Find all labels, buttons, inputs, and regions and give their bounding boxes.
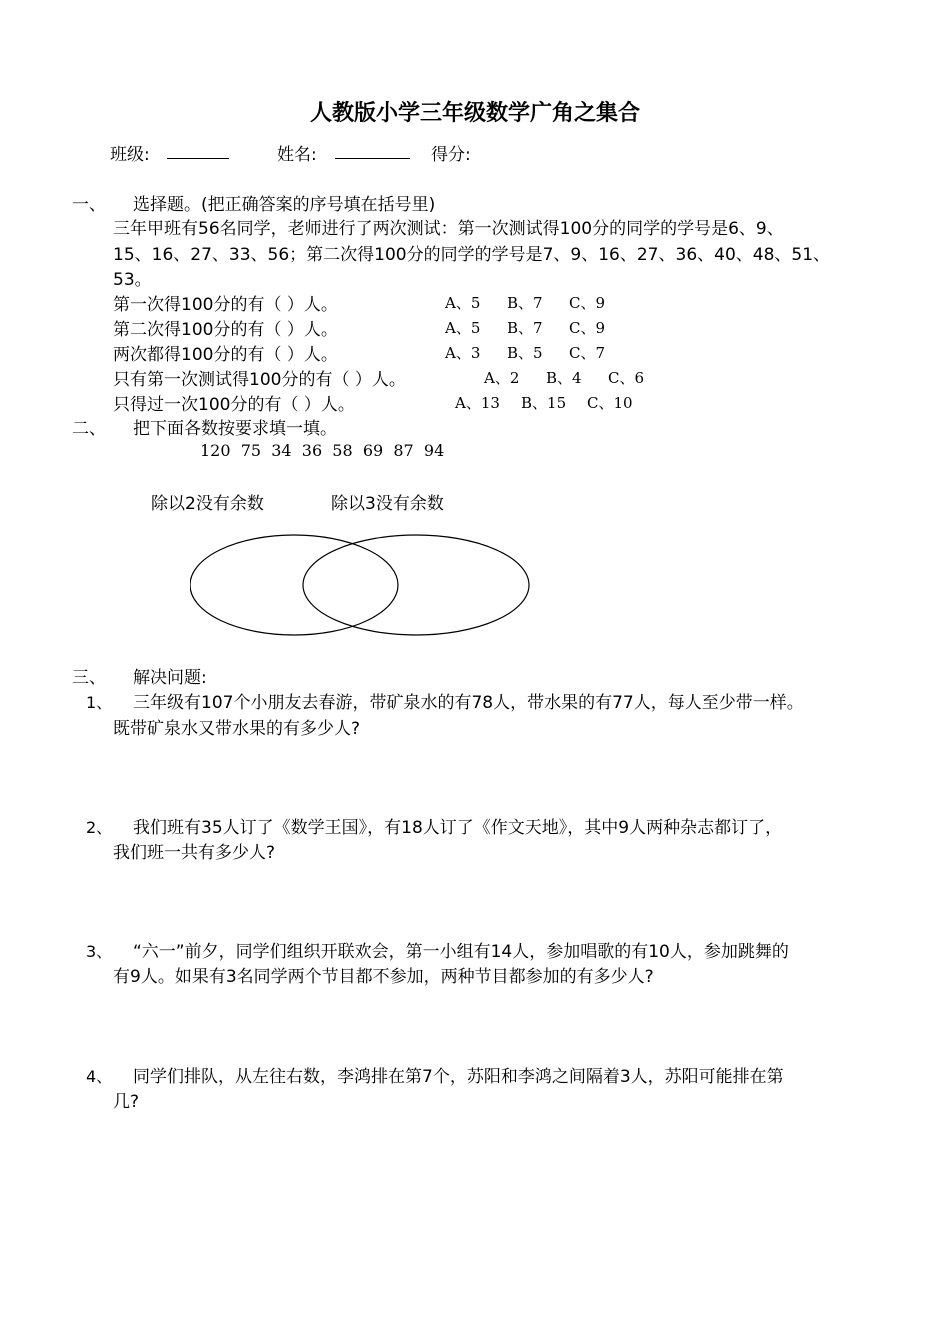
option[interactable]: B、5 [507, 344, 543, 362]
page-title: 人教版小学三年级数学广角之集合 [309, 101, 640, 126]
option[interactable]: A、5 [445, 319, 481, 337]
choice-question: 只得过一次100分的有（ ）人。 [113, 395, 355, 415]
option[interactable]: C、7 [569, 344, 606, 362]
option[interactable]: C、9 [569, 319, 606, 337]
option[interactable]: A、2 [484, 369, 520, 387]
problem-line: 同学们排队，从左往右数，李鸿排在第7个，苏阳和李鸿之间隔着3人，苏阳可能排在第 [133, 1067, 784, 1087]
section-three-number: 三、 [72, 668, 106, 688]
option[interactable]: C、6 [608, 369, 645, 387]
venn-label-left: 除以2没有余数 [151, 494, 264, 514]
option[interactable]: A、5 [445, 294, 481, 312]
choice-options [445, 292, 605, 313]
problem-line: 有9人。如果有3名同学两个节目都不参加，两种节目都参加的有多少人? [113, 967, 654, 987]
section-one-number: 一、 [72, 195, 106, 215]
problem-line: 几? [113, 1092, 140, 1112]
option[interactable]: B、4 [546, 369, 582, 387]
class-label: 班级: [110, 145, 150, 165]
problem-number: 2、 [86, 818, 113, 837]
option[interactable]: B、7 [507, 319, 543, 337]
choice-question: 第一次得100分的有（ ）人。 [113, 295, 338, 315]
choice-question: 只有第一次测试得100分的有（ ）人。 [113, 370, 406, 390]
venn-diagram [190, 525, 540, 645]
intro-line: 53。 [113, 270, 152, 290]
number-list: 120 75 34 36 58 69 87 94 [200, 441, 445, 460]
choice-options [484, 367, 644, 388]
venn-label-right: 除以3没有余数 [331, 494, 444, 514]
venn-circle-right[interactable] [303, 535, 529, 635]
problem-number: 4、 [86, 1067, 113, 1086]
problem-line: 既带矿泉水又带水果的有多少人? [113, 719, 361, 739]
section-three-heading: 解决问题: [133, 668, 207, 688]
choice-options [445, 317, 605, 338]
problem-number: 3、 [86, 942, 113, 961]
intro-line: 三年甲班有56名同学，老师进行了两次测试：第一次测试得100分的同学的学号是6、9、 [113, 219, 784, 239]
problem-line: “六一”前夕，同学们组织开联欢会，第一小组有14人，参加唱歌的有10人，参加跳舞的 [133, 942, 789, 962]
choice-options [455, 392, 633, 413]
problem-number: 1、 [86, 693, 113, 712]
score-label: 得分: [431, 145, 471, 165]
section-two-heading: 把下面各数按要求填一填。 [133, 419, 337, 439]
class-blank[interactable] [167, 142, 229, 159]
choice-question: 两次都得100分的有（ ）人。 [113, 345, 338, 365]
section-one-heading: 选择题。(把正确答案的序号填在括号里) [133, 195, 436, 215]
option[interactable]: B、7 [507, 294, 543, 312]
intro-line: 15、16、27、33、56；第二次得100分的同学的学号是7、9、16、27、36、40、48、51、 [113, 245, 831, 265]
section-two-number: 二、 [72, 419, 106, 439]
option[interactable]: A、13 [455, 394, 500, 412]
problem-line: 三年级有107个小朋友去春游，带矿泉水的有78人，带水果的有77人，每人至少带一样。 [133, 693, 804, 713]
venn-circle-left[interactable] [190, 535, 398, 635]
option[interactable]: C、10 [587, 394, 633, 412]
option[interactable]: C、9 [569, 294, 606, 312]
choice-options [445, 342, 605, 363]
name-label: 姓名: [277, 145, 317, 165]
choice-question: 第二次得100分的有（ ）人。 [113, 320, 338, 340]
problem-line: 我们班一共有多少人? [113, 843, 276, 863]
option[interactable]: A、3 [445, 344, 481, 362]
problem-line: 我们班有35人订了《数学王国》，有18人订了《作文天地》，其中9人两种杂志都订了， [133, 818, 783, 838]
name-blank[interactable] [335, 142, 410, 159]
option[interactable]: B、15 [521, 394, 567, 412]
